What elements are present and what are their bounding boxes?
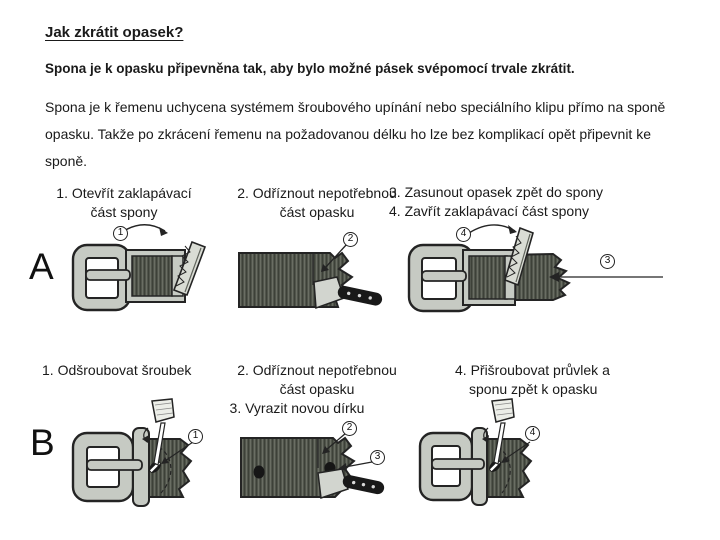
caption-line: sponu zpět k opasku: [469, 381, 598, 397]
caption-line: 1. Odšroubovat šroubek: [42, 362, 192, 378]
page-title: Jak zkrátit opasek?: [45, 24, 184, 41]
step-marker-b3: 3: [370, 450, 385, 465]
caption-b-step4: [455, 361, 645, 399]
intro-paragraph: Spona je k řemenu uchycena systémem šroubového upínání nebo speciálního klipu přímo na sponě opasku. Takže po zkrácení řemenu na požadovanou délku ho lze bez komplikací opět připevnit ke sponě.: [45, 99, 666, 169]
caption-b-step1: [42, 361, 222, 380]
caption-line: 4. Přišroubovat průvlek a: [455, 362, 610, 378]
caption-line: 3. Zasunout opasek zpět do spony: [389, 184, 604, 200]
caption-a-step1: [38, 184, 210, 222]
illustration-b1-unscrew: [62, 395, 220, 520]
caption-line: část opasku: [279, 381, 355, 397]
caption-b-step23: [208, 361, 426, 418]
illustration-a3-belt-insert-close: [405, 220, 673, 332]
illustration-a2-belt-cutting: [236, 228, 388, 312]
caption-line: 2. Odříznout nepotřebnou: [237, 185, 397, 201]
caption-line: část spony: [90, 204, 158, 220]
caption-line: 1. Otevřít zaklapávací: [56, 185, 192, 201]
caption-line: 4. Zavřít zaklapávací část spony: [389, 203, 589, 219]
method-b-label: B: [30, 422, 55, 463]
lead-sentence: Spona je k opasku připevněna tak, aby bylo možné pásek svépomocí trvale zkrátit.: [45, 61, 575, 76]
caption-line: část opasku: [279, 204, 355, 220]
caption-a-step34: [389, 183, 624, 221]
step-marker-a3: 3: [600, 254, 615, 269]
step-marker-b4: 4: [525, 426, 540, 441]
step-marker-a1: 1: [113, 226, 128, 241]
method-a-label: A: [29, 246, 54, 287]
caption-a-step2: [227, 184, 407, 222]
step-marker-b1: 1: [188, 429, 203, 444]
caption-line: 2. Odříznout nepotřebnou: [237, 362, 397, 378]
step-marker-a2: 2: [343, 232, 358, 247]
caption-line: 3. Vyrazit novou dírku: [229, 400, 365, 416]
illustration-b3-screw-back: [418, 395, 576, 520]
step-marker-b2: 2: [342, 421, 357, 436]
step-marker-a4: 4: [456, 227, 471, 242]
illustration-a1-buckle-clip-open: [62, 220, 212, 332]
